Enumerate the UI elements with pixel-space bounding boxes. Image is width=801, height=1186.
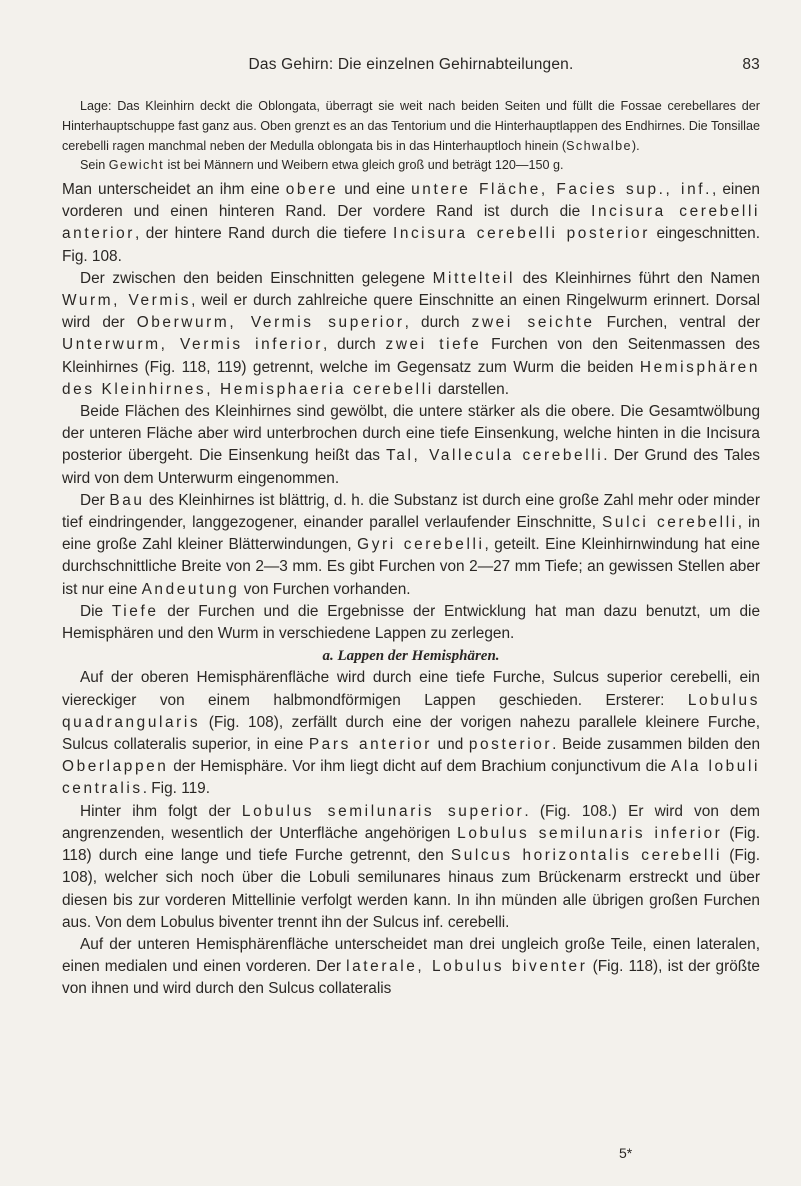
running-header: [62, 56, 760, 80]
paragraph: Der Bau des Kleinhirnes ist blättrig, d. h. die Substanz ist durch eine große Zahl mehr oder minder tief eindringender, langgezogener, einander parallel verlaufender Einschnitte, Sulci cerebelli, in eine große Zahl kleiner Blätterwindungen, Gyri cerebelli, geteilt. Eine Kleinhirnwindung hat eine durchschnittliche Breite von 2—3 mm. Es gibt Furchen von 2—27 mm Tiefe; an gewissen Stellen aber ist nur eine Andeutung von Furchen vorhanden.: [62, 491, 760, 598]
running-title: Das Gehirn: Die einzelnen Gehirnabteilungen.: [248, 56, 574, 73]
paragraph: Hinter ihm folgt der Lobulus semilunaris superior. (Fig. 108.) Er wird von dem angrenzenden, wesentlich der Unterfläche angehörigen Lobulus semilunaris inferior (Fig. 118) durch eine lange und tiefe Furche getrennt, den Sulcus horizontalis cerebelli (Fig. 108), welcher sich noch über die Lobuli semilunares hinaus zum Brückenarm erstreckt und über diesen bis zur vorderen Mittellinie verfolgt werden kann. In ihn münden alle übrigen großen Furchen aus. Von dem Lobulus biventer trennt ihn der Sulcus inf. cerebelli.: [62, 802, 761, 931]
signature-mark: 5*: [619, 1145, 633, 1161]
section-heading: a. Lappen der Hemisphären.: [322, 648, 500, 665]
paragraph: Man unterscheidet an ihm eine obere und eine untere Fläche, Facies sup., inf., einen vorderen und einen hinteren Rand. Der vordere Rand ist durch die Incisura cerebelli anterior, der hintere Rand durch die tiefere Incisura cerebelli posterior eingeschnitten. Fig. 108.: [62, 181, 760, 265]
paragraph: Auf der unteren Hemisphärenfläche unterscheidet man drei ungleich große Teile, einen lateralen, einen medialen und einen vorderen. Der laterale, Lobulus biventer (Fig. 118), ist der größte von ihnen und wird durch den Sulcus collateralis: [62, 935, 760, 998]
paragraph: Beide Flächen des Kleinhirnes sind gewölbt, die untere stärker als die obere. Die Gesamtwölbung der unteren Fläche aber wird unterbrochen durch eine tiefe Einsenkung, welche hinten in die Incisura posterior übergeht. Die Einsenkung heißt das Tal, Vallecula cerebelli. Der Grund des Tales wird von dem Unterwurm eingenommen.: [62, 403, 760, 487]
small-print-block: [62, 97, 760, 176]
paragraph: Die Tiefe der Furchen und die Ergebnisse der Entwicklung hat man dazu benutzt, um die Hemisphären und den Wurm in verschiedene Lappen zu zerlegen.: [62, 602, 761, 643]
paragraph-gewicht: Sein Gewicht ist bei Männern und Weibern etwa gleich groß und beträgt 120—150 g.: [80, 158, 564, 173]
paragraph-lage: Lage: Das Kleinhirn deckt die Oblongata, überragt sie weit nach beiden Seiten und füllt die Fossae cerebellares der Hinterhauptschuppe fast ganz aus. Oben grenzt es an das Tentorium und die Hinterhauptlappen des Endhirnes. Die Tonsillae cerebelli ragen manchmal neben der Medulla oblongata bis in das Hinterhauptloch hinein (Schwalbe).: [62, 99, 760, 153]
paragraph: Auf der oberen Hemisphärenfläche wird durch eine tiefe Furche, Sulcus superior cerebelli, ein viereckiger von einem halbmondförmigen Lappen geschieden. Ersterer: Lobulus quadrangularis (Fig. 108), zerfällt durch eine der vorigen nahezu parallele kleinere Furche, Sulcus collateralis superior, in eine Pars anterior und posterior. Beide zusammen bilden den Oberlappen der Hemisphäre. Vor ihm liegt dicht auf dem Brachium conjunctivum die Ala lobuli centralis. Fig. 119.: [62, 669, 761, 798]
page-number: 83: [742, 56, 760, 73]
main-text: [62, 179, 760, 1001]
paragraph: Der zwischen den beiden Einschnitten gelegene Mittelteil des Kleinhirnes führt den Namen Wurm, Vermis, weil er durch zahlreiche quere Einschnitte an einen Ringelwurm erinnert. Dorsal wird der Oberwurm, Vermis superior, durch zwei seichte Furchen, ventral der Unterwurm, Vermis inferior, durch zwei tiefe Furchen von den Seitenmassen des Kleinhirnes (Fig. 118, 119) getrennt, welche im Gegensatz zum Wurm die beiden Hemisphären des Kleinhirnes, Hemisphaeria cerebelli darstellen.: [62, 269, 761, 398]
